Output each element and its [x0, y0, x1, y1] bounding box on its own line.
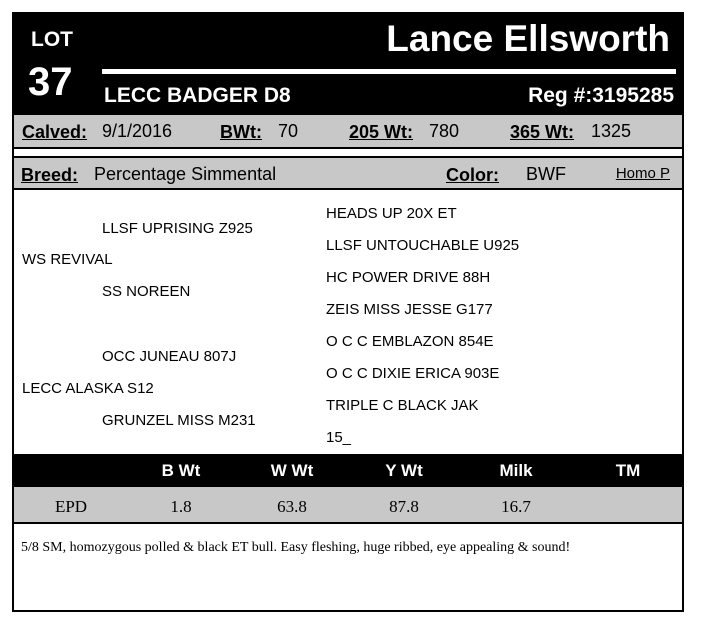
epd-value-bwt: 1.8: [170, 497, 192, 516]
registration-number: Reg #:3195285: [528, 84, 674, 107]
consignor-name: Lance Ellsworth: [386, 18, 670, 59]
365wt-label: 365 Wt:: [510, 122, 575, 142]
epd-col-wwt: W Wt: [270, 461, 314, 480]
bwt-value: 70: [278, 121, 299, 141]
epd-header: [14, 454, 682, 487]
animal-name: LECC BADGER D8: [104, 84, 291, 107]
dam-dam: GRUNZEL MISS M231: [102, 412, 256, 429]
epd-col-bwt: B Wt: [161, 461, 201, 480]
third-gen-ancestor: O C C EMBLAZON 854E: [326, 333, 494, 350]
epd-values-row: [14, 487, 682, 524]
sire: WS REVIVAL: [22, 251, 113, 268]
lot-comment: 5/8 SM, homozygous polled & black ET bull. Easy fleshing, huge ribbed, eye appealing & sound!: [21, 540, 571, 555]
color-value: BWF: [526, 164, 566, 184]
epd-col-tm: TM: [615, 461, 641, 480]
dam: LECC ALASKA S12: [22, 380, 154, 397]
sire-dam: SS NOREEN: [102, 283, 191, 300]
205wt-value: 780: [429, 121, 460, 141]
epd-value-wwt: 63.8: [277, 497, 307, 516]
pedigree: [14, 192, 682, 454]
third-gen-ancestor: LLSF UNTOUCHABLE U925: [326, 237, 520, 254]
lot-header: [14, 14, 682, 115]
sire-sire: LLSF UPRISING Z925: [102, 220, 253, 237]
lot-number: 37: [28, 60, 73, 104]
calved-label: Calved:: [22, 122, 88, 142]
third-gen-ancestor: HEADS UP 20X ET: [326, 205, 457, 222]
third-gen-ancestor: ZEIS MISS JESSE G177: [326, 301, 493, 318]
breed-label: Breed:: [21, 165, 79, 185]
dam-sire: OCC JUNEAU 807J: [102, 348, 237, 365]
bwt-label: BWt:: [220, 122, 262, 142]
breed-row: [14, 156, 682, 190]
lot-label: LOT: [31, 28, 73, 51]
epd-col-milk: Milk: [499, 461, 533, 480]
365wt-value: 1325: [591, 121, 632, 141]
epd-value-milk: 16.7: [501, 497, 531, 516]
third-gen-ancestor: HC POWER DRIVE 88H: [326, 269, 491, 286]
lot-card: [12, 12, 684, 612]
stats-row: [14, 115, 682, 149]
third-gen-ancestor: 15_: [326, 429, 352, 446]
breed-value: Percentage Simmental: [94, 164, 277, 184]
color-label: Color:: [446, 165, 499, 185]
205wt-label: 205 Wt:: [349, 122, 414, 142]
epd-row-label: EPD: [54, 497, 88, 516]
header-divider: [102, 69, 676, 74]
third-gen-ancestor: O C C DIXIE ERICA 903E: [326, 365, 500, 382]
homo-polled-link[interactable]: Homo P: [615, 165, 670, 182]
epd-col-ywt: Y Wt: [385, 461, 423, 480]
epd-value-ywt: 87.8: [389, 497, 419, 516]
third-gen-ancestor: TRIPLE C BLACK JAK: [326, 397, 479, 414]
calved-value: 9/1/2016: [102, 121, 173, 141]
